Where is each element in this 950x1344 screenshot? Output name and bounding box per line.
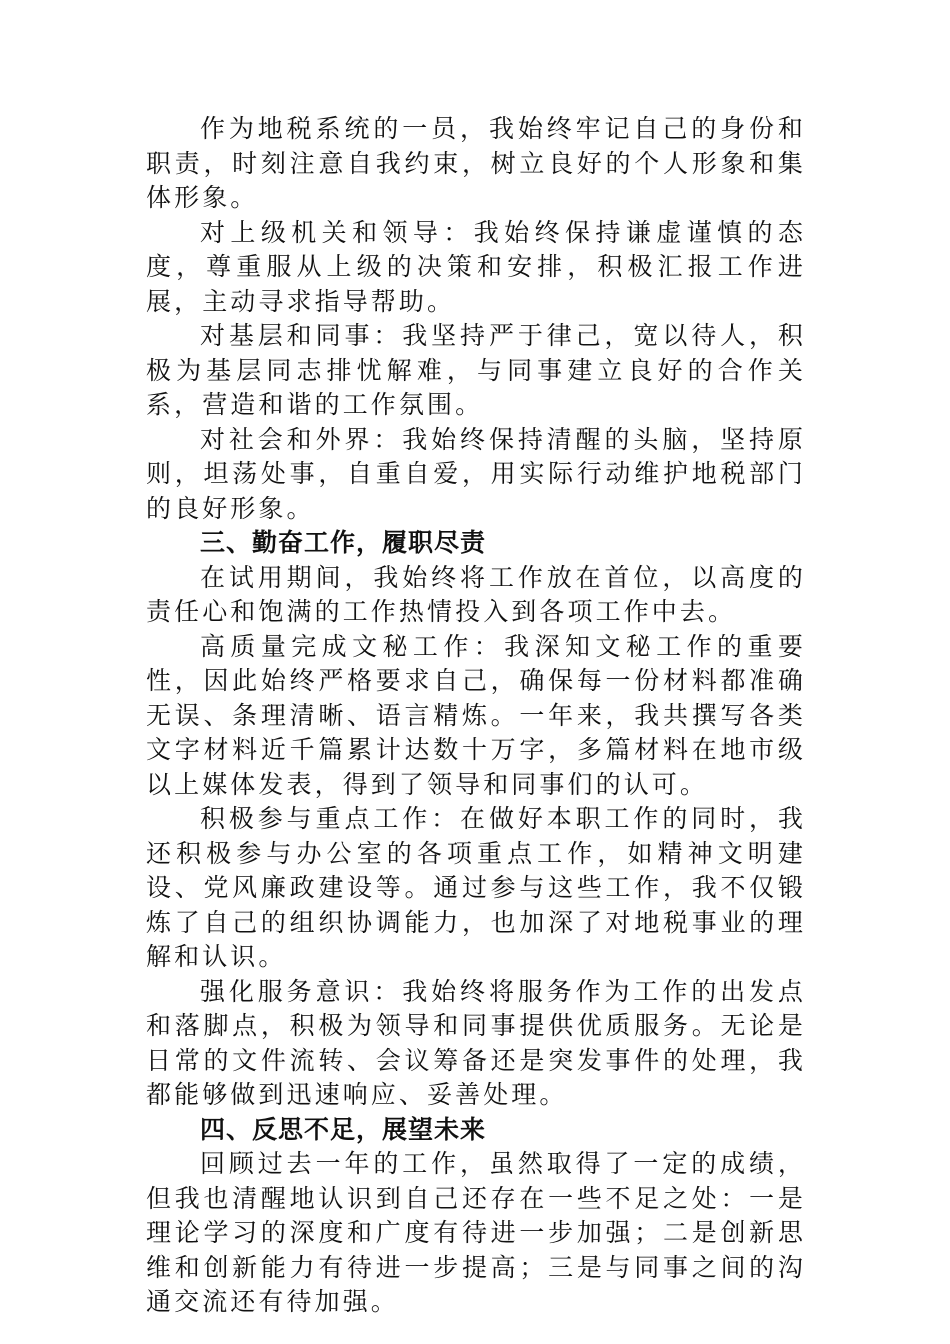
paragraph-probation-intro: 在试用期间，我始终将工作放在首位，以高度的责任心和饱满的工作热情投入到各项工作中去。 xyxy=(146,562,806,626)
paragraph-role-duty: 作为地税系统的一员，我始终牢记自己的身份和职责，时刻注意自我约束，树立良好的个人形象和集体形象。 xyxy=(146,114,806,212)
document-body xyxy=(146,112,806,1320)
section-heading-3: 三、勤奋工作，履职尽责 xyxy=(200,528,487,557)
paragraph-society: 对社会和外界：我始终保持清醒的头脑，坚持原则，坦荡处事，自重自爱，用实际行动维护地税部门的良好形象。 xyxy=(146,424,806,523)
paragraph-service-awareness: 强化服务意识：我始终将服务作为工作的出发点和落脚点，积极为领导和同事提供优质服务。无论是日常的文件流转、会议筹备还是突发事件的处理，我都能够做到迅速响应、妥善处理。 xyxy=(146,976,806,1109)
paragraph-superiors: 对上级机关和领导：我始终保持谦虚谨慎的态度，尊重服从上级的决策和安排，积极汇报工作进展，主动寻求指导帮助。 xyxy=(146,217,806,316)
paragraph-reflection: 回顾过去一年的工作，虽然取得了一定的成绩，但我也清醒地认识到自己还存在一些不足之处：一是理论学习的深度和广度有待进一步加强；二是创新思维和创新能力有待进一步提高；三是与同事之间的沟通交流还有待加强。 xyxy=(146,1149,806,1316)
paragraph-key-work: 积极参与重点工作：在做好本职工作的同时，我还积极参与办公室的各项重点工作，如精神文明建设、党风廉政建设等。通过参与这些工作，我不仅锻炼了自己的组织协调能力，也加深了对地税事业的理解和认识。 xyxy=(146,804,806,971)
paragraph-secretarial-work: 高质量完成文秘工作：我深知文秘工作的重要性，因此始终严格要求自己，确保每一份材料都准确无误、条理清晰、语言精炼。一年来，我共撰写各类文字材料近千篇累计达数十万字，多篇材料在地市级以上媒体发表，得到了领导和同事们的认可。 xyxy=(146,631,806,799)
paragraph-colleagues: 对基层和同事：我坚持严于律己，宽以待人，积极为基层同志排忧解难，与同事建立良好的合作关系，营造和谐的工作氛围。 xyxy=(146,321,806,419)
section-heading-4: 四、反思不足，展望未来 xyxy=(200,1114,487,1144)
